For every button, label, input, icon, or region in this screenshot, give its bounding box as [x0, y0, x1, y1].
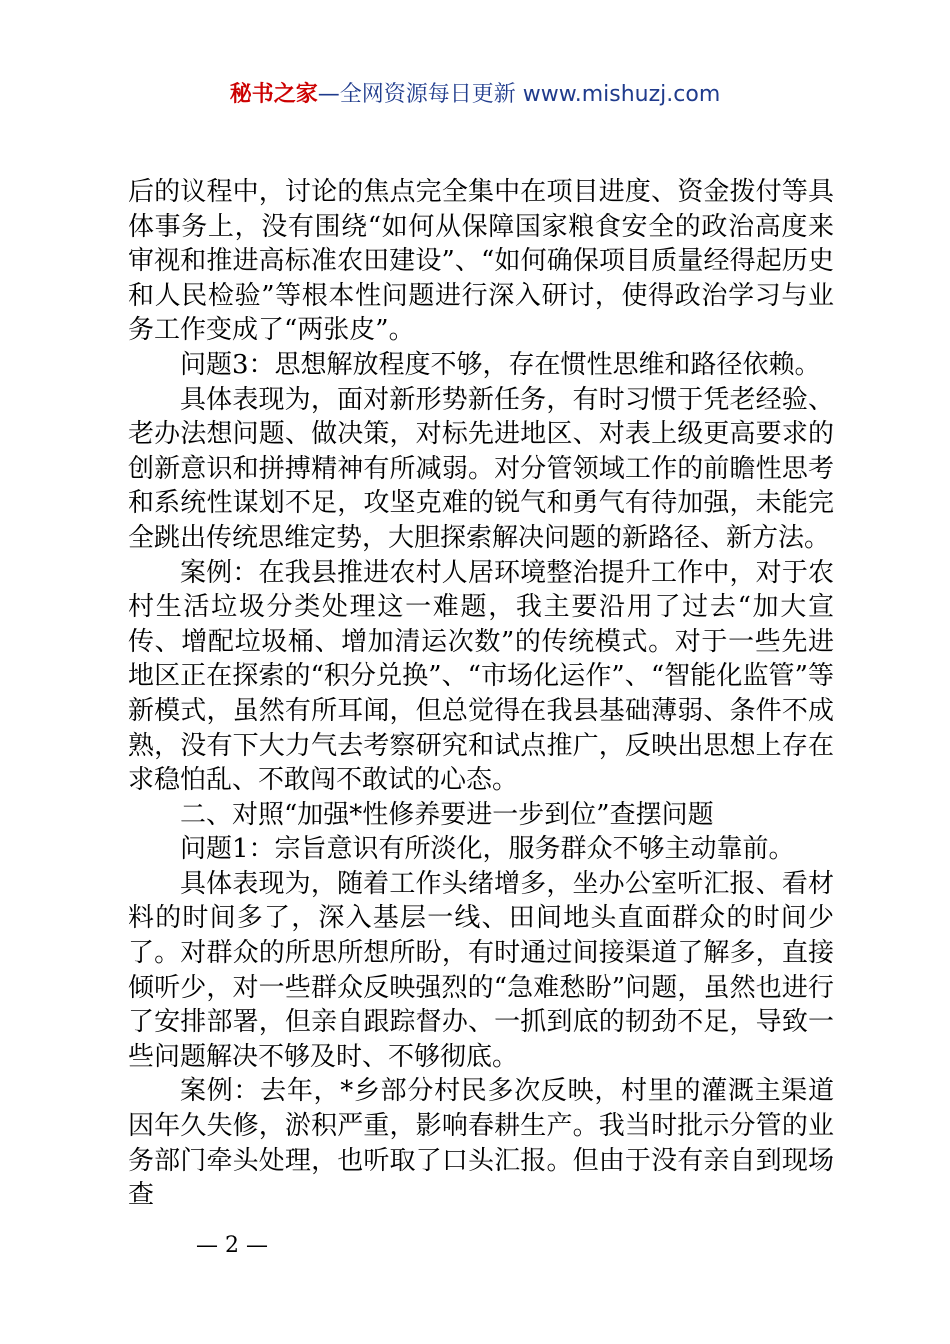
paragraph: 具体表现为，随着工作头绪增多，坐办公室听汇报、看材料的时间多了，深入基层一线、田间地头直面群众的时间少了。对群众的所思所想所盼，有时通过间接渠道了解多，直接倾听少，对一些群众反映强烈的“急难愁盼”问题，虽然也进行了安排部署，但亲自跟踪督办、一抓到底的韧劲不足，导致一些问题解决不够及时、不够彻底。	[128, 868, 834, 1072]
section-heading: 二、对照“加强*性修养要进一步到位”查摆问题	[180, 799, 714, 830]
paragraph: 案例：去年，*乡部分村民多次反映，村里的灌溉主渠道因年久失修，淤积严重，影响春耕生产。我当时批示分管的业务部门牵头处理，也听取了口头汇报。但由于没有亲自到现场查	[128, 1076, 834, 1211]
document-body	[128, 175, 834, 1213]
paragraph: 具体表现为，面对新形势新任务，有时习惯于凭老经验、老办法想问题、做决策，对标先进地区、对表上级更高要求的创新意识和拼搏精神有所减弱。对分管领域工作的前瞻性思考和系统性谋划不足，攻坚克难的锐气和勇气有待加强，未能完全跳出传统思维定势，大胆探索解决问题的新路径、新方法。	[128, 384, 834, 553]
header-tagline: —全网资源每日更新 www.mishuzj.com	[317, 82, 721, 107]
page-header	[0, 80, 950, 110]
paragraph: 问题1：宗旨意识有所淡化，服务群众不够主动靠前。	[180, 834, 795, 865]
page-number: — 2 —	[196, 1233, 268, 1258]
paragraph: 案例：在我县推进农村人居环境整治提升工作中，对于农村生活垃圾分类处理这一难题，我主要沿用了过去“加大宣传、增配垃圾桶、增加清运次数”的传统模式。对于一些先进地区正在探索的“积分兑换”、“市场化运作”、“智能化监管”等新模式，虽然有所耳闻，但总觉得在我县基础薄弱、条件不成熟，没有下大力气去考察研究和试点推广，反映出思想上存在求稳怕乱、不敢闯不敢试的心态。	[128, 557, 834, 796]
paragraph: 问题3：思想解放程度不够，存在惯性思维和路径依赖。	[180, 349, 821, 380]
paragraph: 后的议程中，讨论的焦点完全集中在项目进度、资金拨付等具体事务上，没有围绕“如何从保障国家粮食安全的政治高度来审视和推进高标准农田建设”、“如何确保项目质量经得起历史和人民检验”等根本性问题进行深入研讨，使得政治学习与业务工作变成了“两张皮”。	[128, 177, 834, 346]
header-brand: 秘书之家	[229, 82, 318, 107]
